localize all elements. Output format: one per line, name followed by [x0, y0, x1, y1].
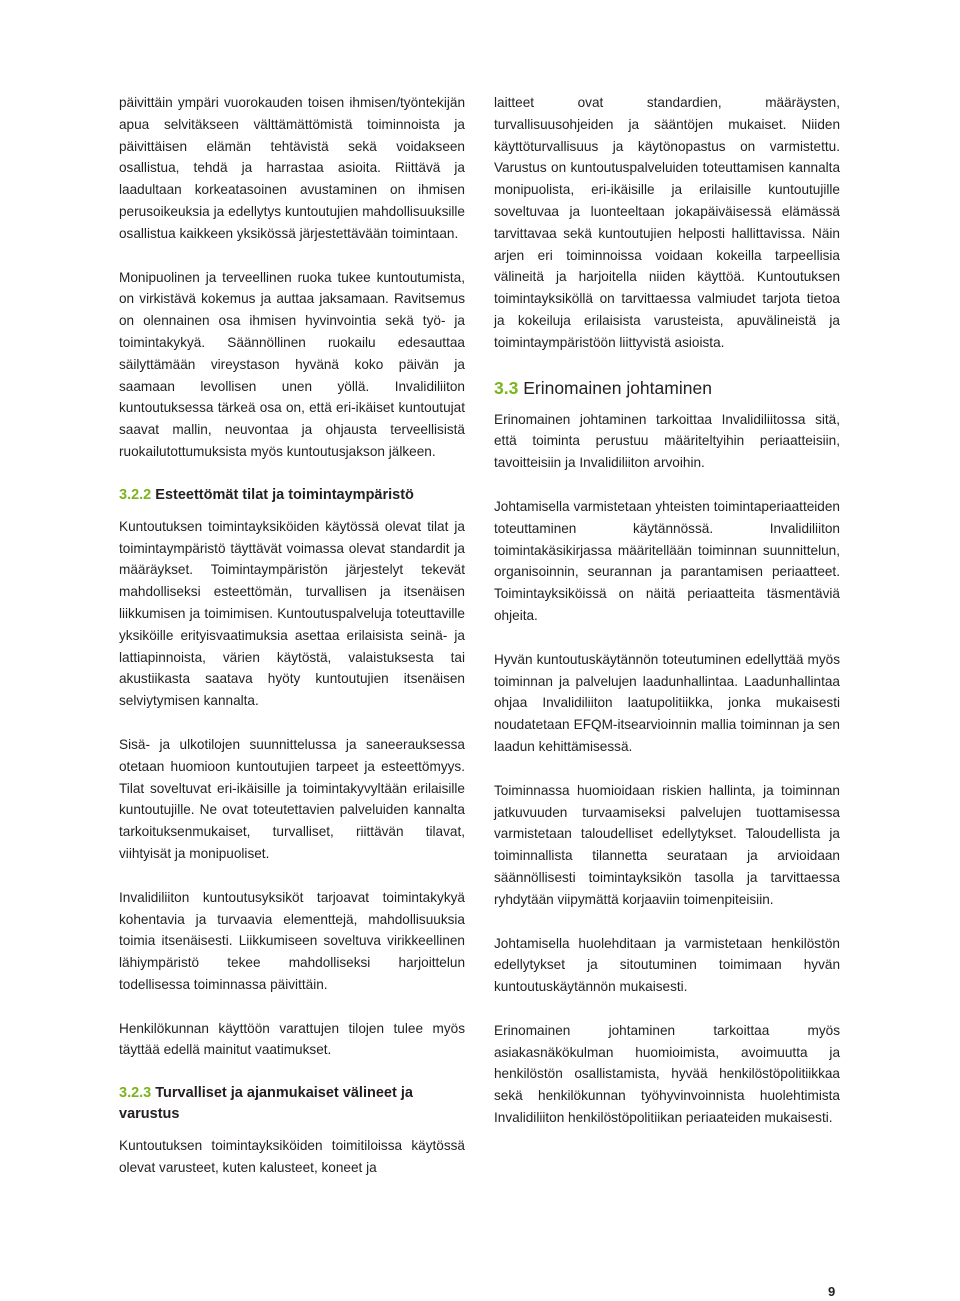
- body-paragraph: Erinomainen johtaminen tarkoittaa Invalidiliitossa sitä, että toiminta perustuu määriteltyihin periaatteisiin, tavoitteisiin ja Invalidiliiton arvoihin.: [494, 411, 840, 471]
- body-paragraph: päivittäin ympäri vuorokauden toisen ihmisen/työntekijän apua selvitäkseen välttämättömistä toiminnoista ja päivittäisen elämän tehtävistä sekä voidakseen osallistua, tehdä ja harrastaa asioita. Riittävä ja laadultaan korkeatasoinen avustaminen on ihmisen perusoikeuksia ja edellytys kuntoutujien mahdollisuuksille osallistua kaikkeen yksikössä järjestettävään toimintaan.: [119, 95, 465, 241]
- section-heading-3-3: [494, 376, 840, 400]
- section-title: Esteettömät tilat ja toimintaympäristö: [155, 486, 414, 503]
- section-title: Erinomainen johtaminen: [523, 377, 712, 398]
- body-paragraph: laitteet ovat standardien, määräysten, turvallisuusohjeiden ja sääntöjen mukaiset. Niiden käyttöturvallisuus ja käytönopastus on varmistettu. Varustus on kuntoutuspalveluiden toteuttamisen kannalta monipuolista, eri-ikäisille ja erilaisille kuntoutujille soveltuvaa ja luonteeltaan jokapäiväisessä elämässä tarvittavaa sekä kuntoutujien helposti hallittavissa. Näin arjen eri toiminnoissa voidaan kokeilla tarpeellisia välineitä ja harjoitella niiden käyttöä. Kuntoutuksen toimintayksiköllä on tarvittaessa valmiudet tarjota tietoa ja kokeiluja erilaisista varusteista, apuvälineistä ja toimintaympäristöön liittyvistä asioista.: [494, 95, 840, 350]
- section-heading-3-2-2: [119, 485, 465, 506]
- body-paragraph: Kuntoutuksen toimintayksiköiden käytössä olevat tilat ja toimintaympäristö täyttävät voimassa olevat standardit ja määräykset. Toimintaympäristön järjestelyt tekevät mahdolliseksi esteettömän, turvallisen ja itsenäisen liikkumisen ja toimimisen. Kuntoutuspalveluja toteuttaville yksiköille erityisvaatimuksia asettaa erilaisista seinä- ja lattiapinnoista, värien käytöstä, valaistuksesta tai akustiikasta saatava hyöty kuntoutujien itsenäisen selviytymisen kannalta.: [119, 518, 465, 709]
- body-paragraph: Toiminnassa huomioidaan riskien hallinta, ja toiminnan jatkuvuuden turvaamiseksi palvelujen tuottamisessa varmistetaan taloudelliset edellytykset. Taloudellista ja toiminnallista tilannetta seurataan ja arvioidaan säännöllisesti toimintayksikön tasolla ja tarvittaessa ryhdytään viipymättä korjaaviin toimenpiteisiin.: [494, 782, 840, 907]
- body-paragraph: Sisä- ja ulkotilojen suunnittelussa ja saneerauksessa otetaan huomioon kuntoutujien tarpeet ja esteettömyys. Tilat soveltuvat eri-ikäisille ja toimintakyvyltään erilaisille kuntoutujille. Ne ovat toteutettavien palveluiden kannalta tarkoituksenmukaiset, turvalliset, riittävän tilavat, viihtyisät ja monipuoliset.: [119, 736, 465, 861]
- section-heading-3-2-3: [119, 1083, 465, 1125]
- section-number: 3.3: [494, 377, 519, 398]
- body-paragraph: Henkilökunnan käyttöön varattujen tilojen tulee myös täyttää edellä mainitut vaatimukset.: [119, 1020, 465, 1058]
- page-number: 9: [828, 1284, 836, 1299]
- body-paragraph: Erinomainen johtaminen tarkoittaa myös asiakasnäkökulman huomioimista, avoimuutta ja henkilöstön osallistamista, hyvää henkilöstöpolitiikkaa sekä henkilökunnan työhyvinvoinnista huolehtimista Invalidiliiton henkilöstöpolitiikan periaateiden mukaisesti.: [494, 1022, 840, 1126]
- body-paragraph: Hyvän kuntoutuskäytännön toteutuminen edellyttää myös toiminnan ja palvelujen laadunhallintaa. Laadunhallintaa ohjaa Invalidiliiton laatupolitiikka, jonka mukaisesti noudatetaan EFQM-itsearvioinnin mallia toiminnan ja sen laadun kehittämisessä.: [494, 651, 840, 754]
- body-paragraph: Monipuolinen ja terveellinen ruoka tukee kuntoutumista, on virkistävä kokemus ja auttaa jaksamaan. Ravitsemus on olennainen osa ihmisen hyvinvointia sekä työ- ja toimintakykyä. Säännöllinen ruokailu edesauttaa säilyttämään vireystason hyvänä koko päivän ja saamaan levollisen unen yöllä. Invalidiliiton kuntoutuksessa tärkeä osa on, että eri-ikäiset kuntoutujat saavat mallin, neuvontaa ja ohjausta terveellisistä ruokailutottumuksista myös kuntoutusjakson jälkeen.: [119, 269, 465, 459]
- section-number: 3.2.3: [119, 1085, 152, 1102]
- section-number: 3.2.2: [119, 486, 152, 503]
- body-paragraph: Johtamisella varmistetaan yhteisten toimintaperiaatteiden toteuttaminen käytännössä. Invalidiliiton toimintakäsikirjassa määritellään toiminnan suunnittelun, organisoinnin, seurannan ja parantamisen periaatteet. Toimintayksiköissä on näitä periaatteita täsmentäviä ohjeita.: [494, 498, 840, 623]
- body-paragraph: Johtamisella huolehditaan ja varmistetaan henkilöstön edellytykset ja sitoutuminen toimimaan hyvän kuntoutuskäytännön mukaisesti.: [494, 935, 840, 995]
- right-column: [494, 92, 840, 1151]
- section-title: Turvalliset ja ajanmukaiset välineet ja varustus: [119, 1085, 413, 1123]
- body-paragraph: Kuntoutuksen toimintayksiköiden toimitiloissa käytössä olevat varusteet, kuten kalusteet, koneet ja: [119, 1138, 465, 1176]
- left-column: [119, 92, 465, 1201]
- body-paragraph: Invalidiliiton kuntoutusyksiköt tarjoavat toimintakykyä kohentavia ja turvaavia elementtejä, mahdollisuuksia toimia itsenäisesti. Liikkumiseen soveltuva virikkeellinen lähiympäristö tekee mahdolliseksi harjoittelun todellisessa toiminnassa päivittäin.: [119, 889, 465, 992]
